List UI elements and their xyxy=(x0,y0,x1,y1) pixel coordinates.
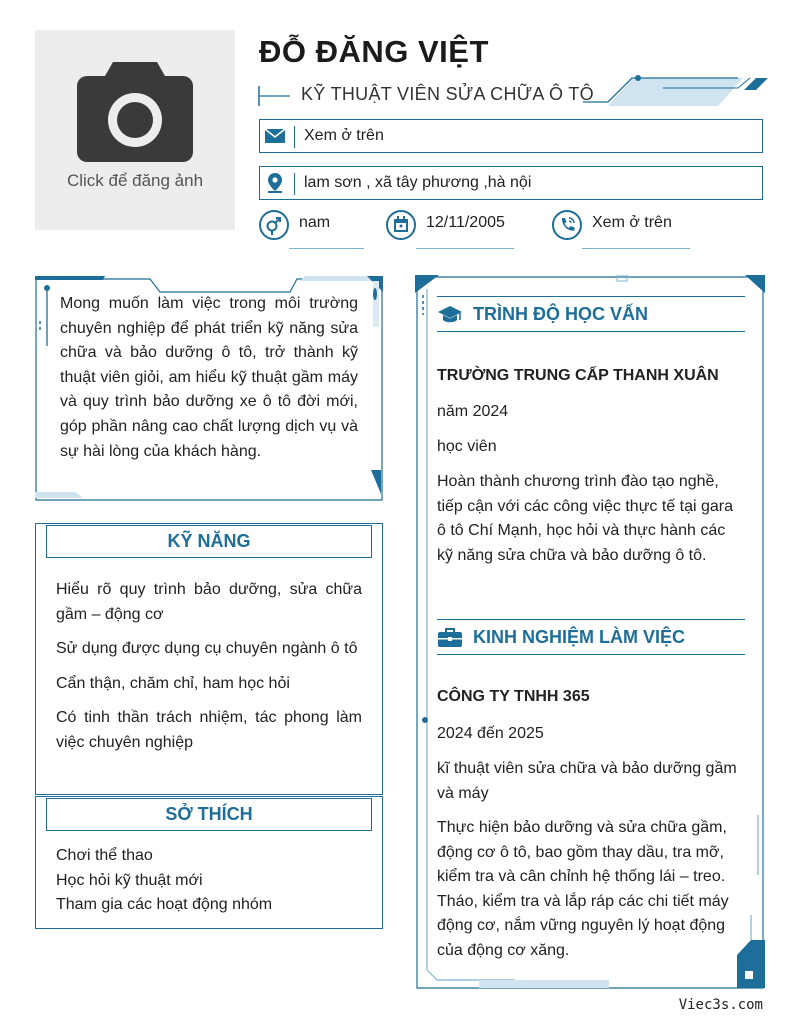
photo-upload[interactable] xyxy=(35,30,235,230)
education-description: Hoàn thành chương trình đào tạo nghề, tiếp cận với các công việc thực tế tại gara ô tô Chí Mạnh, học hỏi và thực hành các kỹ năng sửa chữa và bảo dưỡng ô tô. xyxy=(437,473,734,564)
graduation-cap-icon xyxy=(437,304,463,326)
education-title: TRÌNH ĐỘ HỌC VẤN xyxy=(473,304,648,324)
education-header xyxy=(437,296,745,332)
email-row xyxy=(259,119,763,153)
gender-icon xyxy=(259,210,289,240)
education-year: năm 2024 xyxy=(437,403,509,420)
skill-item: Sử dụng được dụng cụ chuyên ngành ô tô xyxy=(56,640,358,658)
calendar-icon xyxy=(386,210,416,240)
hobby-item: Học hỏi kỹ thuật mới xyxy=(56,871,203,889)
address-row xyxy=(259,166,763,200)
experience-header xyxy=(437,619,745,655)
address-value[interactable]: lam sơn , xã tây phương ,hà nội xyxy=(304,174,532,191)
phone-value[interactable]: Xem ở trên xyxy=(592,214,672,231)
footer-brand: Viec3s.com xyxy=(678,997,763,1013)
skills-title: KỸ NĂNG xyxy=(46,525,372,558)
phone-icon xyxy=(552,210,582,240)
camera-icon xyxy=(75,58,195,164)
experience-period: 2024 đến 2025 xyxy=(437,725,544,742)
skill-item: Hiểu rõ quy trình bảo dưỡng, sửa chữa gầm – động cơ xyxy=(56,581,362,623)
skill-item: Có tinh thần trách nhiệm, tác phong làm việc chuyên nghiệp xyxy=(56,709,362,751)
hobby-item: Tham gia các hoạt động nhóm xyxy=(56,896,273,914)
experience-title: KINH NGHIỆM LÀM VIỆC xyxy=(473,627,686,647)
birthday-value[interactable]: 12/11/2005 xyxy=(426,214,505,231)
education-school: TRƯỜNG TRUNG CẤP THANH XUÂN xyxy=(437,367,719,384)
skill-item: Cẩn thận, chăm chỉ, ham học hỏi xyxy=(56,674,290,692)
hobbies-list xyxy=(56,844,362,918)
experience-position: kĩ thuật viên sửa chữa và bảo dưỡng gầm và máy xyxy=(437,760,737,802)
job-title: KỸ THUẬT VIÊN SỬA CHỮA Ô TÔ xyxy=(301,84,594,104)
skills-list xyxy=(56,578,362,756)
hobby-item: Chơi thể thao xyxy=(56,847,153,864)
gender-value[interactable]: nam xyxy=(299,214,331,231)
briefcase-icon xyxy=(437,627,463,649)
hobbies-title: SỞ THÍCH xyxy=(46,798,372,831)
email-value[interactable]: Xem ở trên xyxy=(304,127,384,144)
objective-text: Mong muốn làm việc trong môi trường chuyên nghiệp để phát triển kỹ năng sửa chữa và bảo dưỡng ô tô, trở thành kỹ thuật viên giỏi, am hiểu kỹ thuật gầm máy và quy trình bảo dưỡng xe ô tô đời mới, góp phần nâng cao chất lượng dịch vụ và sự hài lòng của khách hàng. xyxy=(60,295,358,460)
education-role: học viên xyxy=(437,438,497,455)
photo-caption: Click để đăng ảnh xyxy=(66,171,204,190)
candidate-name: ĐỖ ĐĂNG VIỆT xyxy=(259,34,489,69)
experience-description: Thực hiện bảo dưỡng và sửa chữa gầm, động cơ ô tô, bao gồm thay dầu, tra mỡ, kiểm tra và cân chỉnh hệ thống lái – treo. Tháo, kiểm tra và lắp ráp các chi tiết máy động cơ, nắm vững nguyên lý hoạt động của động cơ xăng. xyxy=(437,819,729,959)
location-pin-icon xyxy=(264,172,286,194)
experience-company: CÔNG TY TNHH 365 xyxy=(437,688,590,705)
envelope-icon xyxy=(264,125,286,147)
